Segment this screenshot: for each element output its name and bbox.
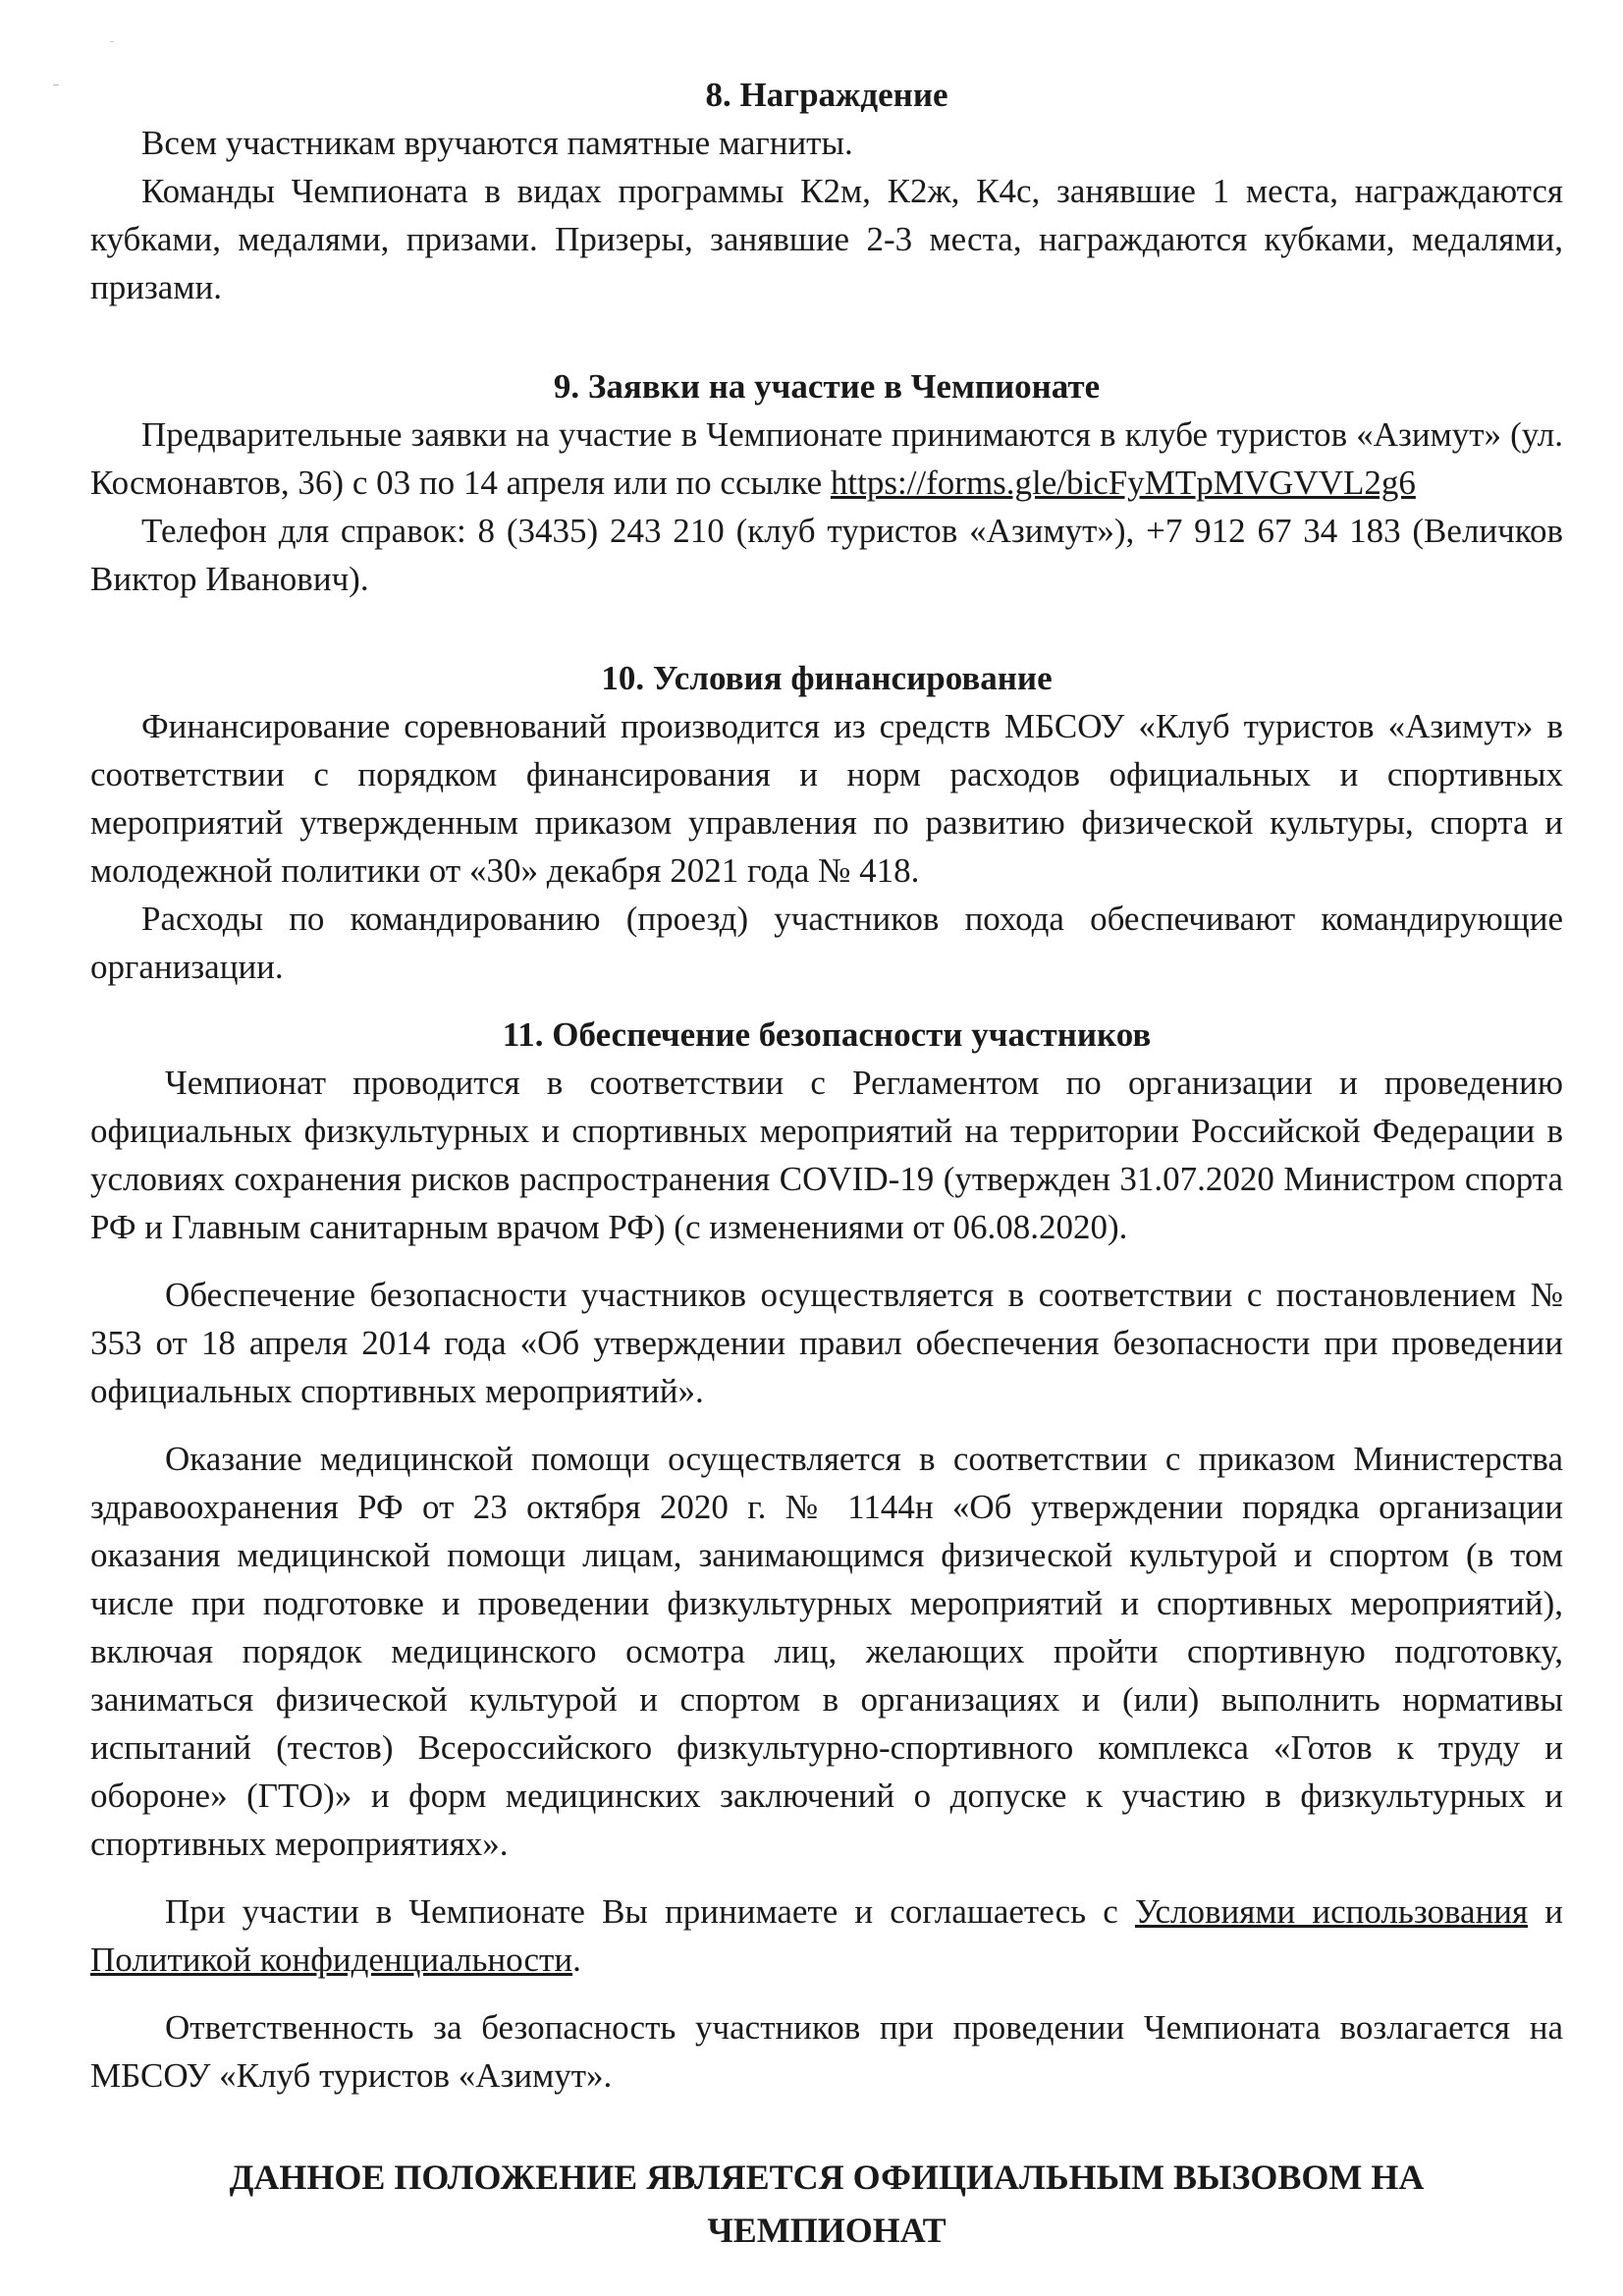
section-8-title: 8. Награждение <box>705 76 948 114</box>
section-11-title: 11. Обеспечение безопасности участников <box>502 1015 1152 1054</box>
terms-text-after: . <box>572 1941 581 1979</box>
application-form-link[interactable]: https://forms.gle/bicFyMTpMVGVVL2g6 <box>830 464 1416 502</box>
section-9-title: 9. Заявки на участие в Чемпионате <box>553 367 1101 406</box>
section-11-paragraph-5: Ответственность за безопасность участников при проведении Чемпионата возлагается на МБСОУ «Клуб туристов «Азимут». <box>90 2008 1563 2095</box>
section-8-paragraph-2: Команды Чемпионата в видах программы К2м, К2ж, К4с, занявшие 1 места, награждаются кубками, медалями, призами. Призеры, занявшие 2-3 места, награждаются кубками, медалями, призами. <box>90 172 1563 306</box>
spacer <box>90 1415 1563 1435</box>
document-page <box>90 71 1563 2100</box>
section-11-paragraph-2: Обеспечение безопасности участников осуществляется в соответствии с постановлением № 353 от 18 апреля 2014 года «Об утверждении правил обеспечения безопасности при проведении официальных спортивных мероприятий». <box>90 1276 1563 1410</box>
official-call-notice <box>90 2151 1563 2257</box>
terms-of-use-link[interactable]: Условиями использования <box>1134 1892 1529 1931</box>
spacer <box>90 1984 1563 2003</box>
section-11-paragraph-3: Оказание медицинской помощи осуществляется в соответствии с приказом Министерства здравоохранения РФ от 23 октября 2020 г. № 1144н «Об утверждении порядка организации оказания медицинской помощи лицам, занимающимся физической культурой и спортом (в том числе при подготовке и проведении физкультурных мероприятий и спортивных мероприятий), включая порядок медицинского осмотра лиц, желающих пройти спортивную подготовку, заниматься физической культурой и спортом в организациях и (или) выполнить нормативы испытаний (тестов) Всероссийского физкультурно-спортивного комплекса «Готов к труду и обороне» (ГТО)» и форм медицинских заключений о допуске к участию в физкультурных и спортивных мероприятиях». <box>90 1440 1563 1863</box>
spacer <box>90 603 1563 654</box>
section-9-paragraph-1 <box>90 410 1563 507</box>
terms-text-mid: и <box>1528 1892 1563 1931</box>
section-10-paragraph-1: Финансирование соревнований производится из средств МБСОУ «Клуб туристов «Азимут» в соответствии с порядком финансирования и норм расходов официальных и спортивных мероприятий утвержденным приказом управления по развитию физической культуры, спорта и молодежной политики от «30» декабря 2021 года № 418. <box>90 707 1563 890</box>
terms-text-before: При участии в Чемпионате Вы принимаете и соглашаетесь с <box>165 1892 1135 1931</box>
privacy-policy-link[interactable]: Политикой конфиденциальности <box>90 1941 573 1979</box>
spacer <box>90 1251 1563 1271</box>
spacer <box>90 1868 1563 1887</box>
section-10-paragraph-2: Расходы по командированию (проезд) участников похода обеспечивают командирующие организации. <box>90 900 1563 986</box>
section-11-paragraph-1: Чемпионат проводится в соответствии с Регламентом по организации и проведению официальных физкультурных и спортивных мероприятий на территории Российской Федерации в условиях сохранения рисков распространения COVID-19 (утвержден 31.07.2020 Министром спорта РФ и Главным санитарным врачом РФ) (с изменениями от 06.08.2020). <box>90 1064 1563 1246</box>
scan-mark <box>110 41 114 42</box>
section-10-title: 10. Условия финансирование <box>601 659 1053 697</box>
section-11-paragraph-4 <box>90 1887 1563 1984</box>
spacer <box>90 311 1563 362</box>
official-call-line-1: ДАННОЕ ПОЛОЖЕНИЕ ЯВЛЯЕТСЯ ОФИЦИАЛЬНЫМ ВЫЗОВОМ НА <box>229 2158 1425 2197</box>
section-9-paragraph-1-text: Предварительные заявки на участие в Чемпионате принимаются в клубе туристов «Азимут» (ул. Космонавтов, 36) с 03 по 14 апреля или по ссылке <box>90 415 1563 502</box>
section-8-paragraph-1: Всем участникам вручаются памятные магниты. <box>141 124 853 162</box>
section-9-paragraph-2: Телефон для справок: 8 (3435) 243 210 (клуб туристов «Азимут»), +7 912 67 34 183 (Величков Виктор Иванович). <box>90 512 1563 598</box>
official-call-line-2: ЧЕМПИОНАТ <box>707 2211 947 2250</box>
spacer <box>90 991 1563 1011</box>
scan-mark <box>53 84 59 85</box>
